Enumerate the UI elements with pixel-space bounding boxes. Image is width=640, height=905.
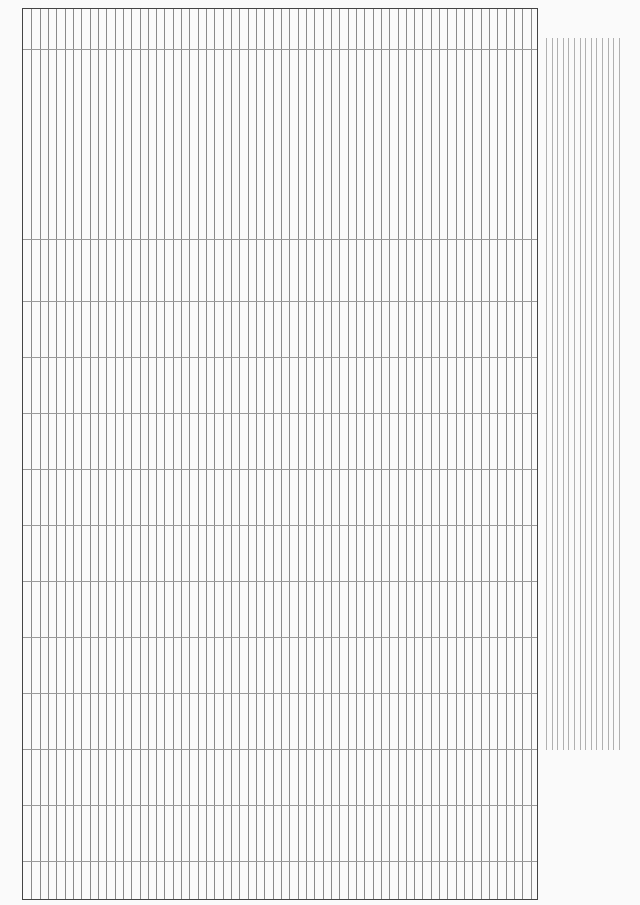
table-row-rule (106, 9, 107, 899)
footnote-line (563, 38, 564, 750)
table-row-rule (522, 9, 523, 899)
table-column-rule (23, 469, 537, 470)
table-row-rule (123, 9, 124, 899)
footnote-line (619, 38, 620, 750)
table-column-rule (23, 805, 537, 806)
table-column-rule (23, 581, 537, 582)
table-row-rule (489, 9, 490, 899)
table-row-rule (164, 9, 165, 899)
table-row-rule (431, 9, 432, 899)
table-row-rule (456, 9, 457, 899)
table-column-rule (23, 693, 537, 694)
table-column-rule (23, 357, 537, 358)
table-row-rule (231, 9, 232, 899)
rotated-data-table (22, 8, 538, 900)
table-row-rule (439, 9, 440, 899)
table-row-rule (148, 9, 149, 899)
table-row-rule (206, 9, 207, 899)
page-number (604, 446, 616, 458)
table-row-rule (140, 9, 141, 899)
footnote-line (608, 38, 609, 750)
table-row-rule (256, 9, 257, 899)
footnote-line (568, 38, 569, 750)
table-column-rule (23, 749, 537, 750)
table-column-rule (23, 525, 537, 526)
table-row-rule (398, 9, 399, 899)
table-row-rule (31, 9, 32, 899)
table-row-rule (339, 9, 340, 899)
table-row-rule (364, 9, 365, 899)
table-column-rule (23, 861, 537, 862)
table-row-rule (373, 9, 374, 899)
table-row-rule (447, 9, 448, 899)
table-row-rule (306, 9, 307, 899)
table-row-rule (514, 9, 515, 899)
table-column-rule (23, 239, 537, 240)
table-row-rule (472, 9, 473, 899)
table-row-rule (464, 9, 465, 899)
table-row-rule (264, 9, 265, 899)
table-row-rule (289, 9, 290, 899)
table-row-rule (56, 9, 57, 899)
footnote-line (613, 38, 614, 750)
table-row-rule (356, 9, 357, 899)
table-column-rule (23, 49, 537, 50)
table-row-rule (223, 9, 224, 899)
footnote-line (574, 38, 575, 750)
footnote-line (546, 38, 547, 750)
table-row-rule (531, 9, 532, 899)
table-row-rule (506, 9, 507, 899)
table-row-rule (156, 9, 157, 899)
table-row-rule (65, 9, 66, 899)
footnote-line (585, 38, 586, 750)
table-row-rule (214, 9, 215, 899)
table-row-rule (331, 9, 332, 899)
table-row-rule (48, 9, 49, 899)
table-row-rule (81, 9, 82, 899)
table-row-rule (73, 9, 74, 899)
table-column-rule (23, 637, 537, 638)
table-row-rule (98, 9, 99, 899)
footnote-line (596, 38, 597, 750)
footnote-line (552, 38, 553, 750)
table-row-rule (298, 9, 299, 899)
table-row-rule (181, 9, 182, 899)
table-row-rule (406, 9, 407, 899)
table-row-rule (281, 9, 282, 899)
table-row-rule (198, 9, 199, 899)
table-row-rule (381, 9, 382, 899)
table-row-rule (115, 9, 116, 899)
table-row-rule (348, 9, 349, 899)
table-row-rule (481, 9, 482, 899)
table-row-rule (40, 9, 41, 899)
footnote-line (602, 38, 603, 750)
table-row-rule (273, 9, 274, 899)
table-column-rule (23, 413, 537, 414)
footnote-line (591, 38, 592, 750)
table-row-rule (248, 9, 249, 899)
table-row-rule (189, 9, 190, 899)
table-row-rule (239, 9, 240, 899)
table-row-rule (414, 9, 415, 899)
footnote-line (580, 38, 581, 750)
table-row-rule (90, 9, 91, 899)
table-row-rule (314, 9, 315, 899)
table-row-rule (422, 9, 423, 899)
table-row-rule (173, 9, 174, 899)
table-row-rule (389, 9, 390, 899)
table-row-rule (131, 9, 132, 899)
footnote-line (557, 38, 558, 750)
table-row-rule (497, 9, 498, 899)
table-row-rule (323, 9, 324, 899)
table-column-rule (23, 301, 537, 302)
